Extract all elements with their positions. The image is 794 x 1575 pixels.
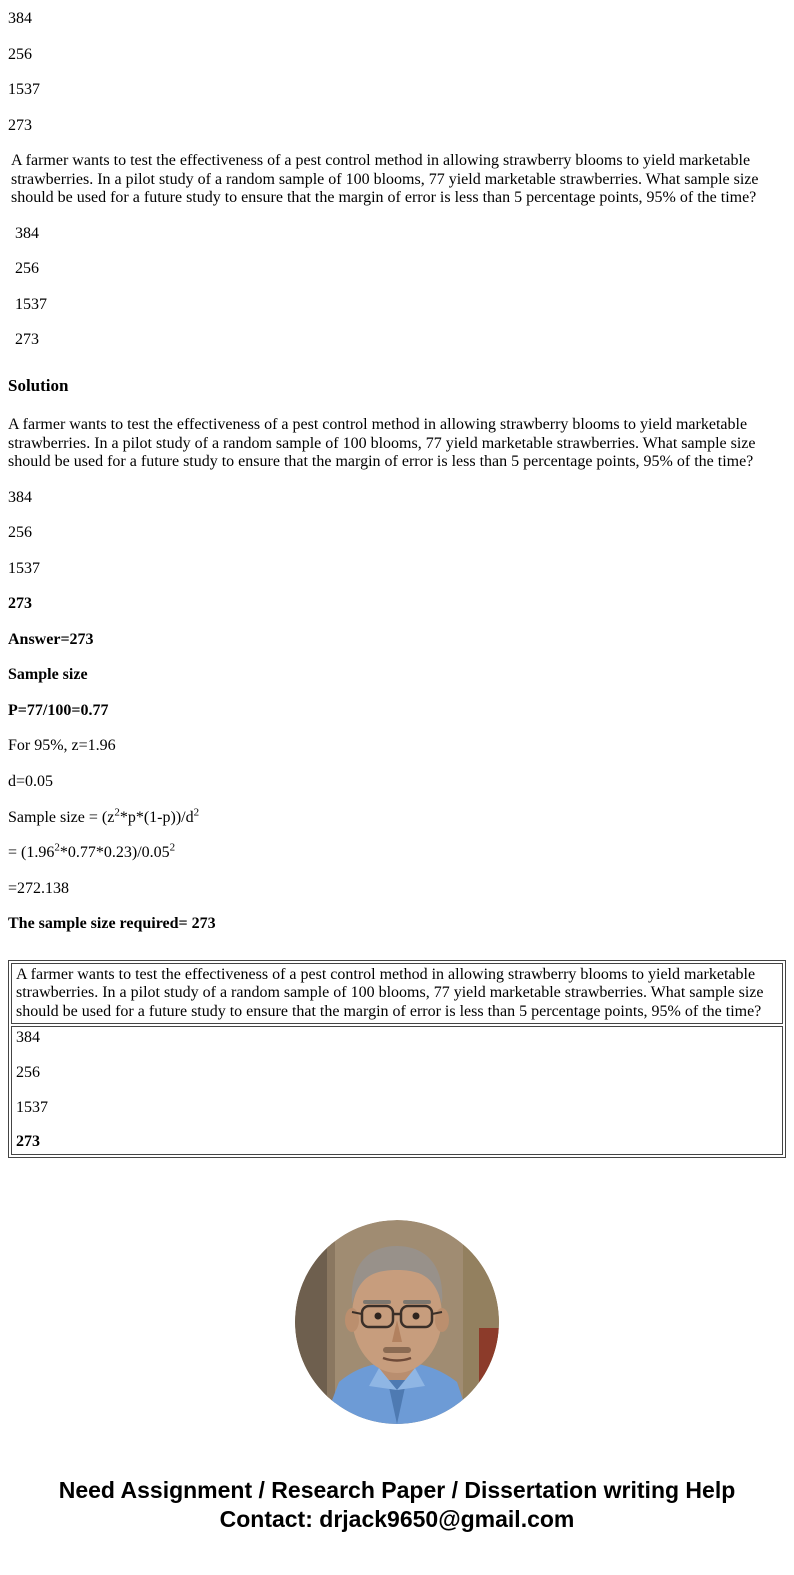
option-value: 256 [15, 260, 39, 278]
boxed-option-value: 256 [16, 1063, 40, 1081]
option-value: 1537 [8, 81, 40, 99]
option-value: 384 [15, 224, 39, 242]
formula-mid: *p*(1-p))/d [119, 808, 194, 826]
answer-box [8, 960, 786, 1158]
profile-photo-illustration [295, 1220, 499, 1424]
formula-pre: Sample size = (z [8, 808, 115, 826]
p-line: P=77/100=0.77 [8, 701, 109, 719]
solution-heading: Solution [8, 376, 69, 396]
option-value: 273 [8, 116, 32, 134]
required-line: The sample size required= 273 [8, 915, 216, 933]
z-line: For 95%, z=1.96 [8, 737, 116, 755]
question-text: A farmer wants to test the effectiveness of a pest control method in allowing strawberry blooms to yield marketable strawberries. In a pilot study of a random sample of 100 blooms, 77 yield marketable strawberries. What sample size should be used for a future study to ensure that the margin of error is less than 5 percentage points, 95% of the time? [11, 152, 759, 207]
profile-photo-section [8, 1220, 786, 1424]
boxed-option-value: 1537 [16, 1098, 48, 1116]
d-line: d=0.05 [8, 773, 54, 791]
answer-line: Answer=273 [8, 630, 94, 648]
result-line: =272.138 [8, 879, 70, 897]
calc-sup: 2 [54, 841, 60, 854]
option-value: 384 [8, 10, 32, 27]
formula-sup: 2 [193, 806, 200, 819]
calc-sup: 2 [169, 841, 176, 854]
answer-box-options-cell [11, 1026, 783, 1154]
option-value: 256 [8, 45, 32, 63]
boxed-option-value-correct: 273 [16, 1133, 40, 1151]
boxed-option-value: 384 [16, 1029, 40, 1047]
calc-mid: *0.77*0.23)/0.05 [59, 844, 170, 862]
option-value: 273 [15, 331, 39, 349]
footer-contact-email: Contact: drjack9650@gmail.com [219, 1506, 575, 1533]
boxed-question-text: A farmer wants to test the effectiveness of a pest control method in allowing strawberry blooms to yield marketable strawberries. In a pilot study of a random sample of 100 blooms, 77 yield marketable strawberries. What sample size should be used for a future study to ensure that the margin of error is less than 5 percentage points, 95% of the time? [16, 965, 764, 1020]
question-text-repeat: A farmer wants to test the effectiveness of a pest control method in allowing strawberry blooms to yield marketable strawberries. In a pilot study of a random sample of 100 blooms, 77 yield marketable strawberries. What sample size should be used for a future study to ensure that the margin of error is less than 5 percentage points, 95% of the time? [8, 416, 756, 471]
calc-line [8, 841, 786, 863]
option-value: 384 [8, 488, 32, 506]
sample-size-heading: Sample size [8, 666, 88, 684]
formula-sup: 2 [114, 806, 120, 819]
footer-banner [8, 1476, 786, 1536]
option-value-correct: 273 [8, 595, 32, 613]
profile-photo [295, 1220, 499, 1424]
option-value: 1537 [8, 559, 40, 577]
calc-pre: = (1.96 [8, 844, 55, 862]
footer-help-text: Need Assignment / Research Paper / Dissertation writing Help [58, 1476, 736, 1503]
formula-line [8, 806, 786, 828]
option-value: 1537 [15, 295, 47, 313]
answer-box-question-cell [11, 963, 783, 1025]
option-value: 256 [8, 524, 32, 542]
